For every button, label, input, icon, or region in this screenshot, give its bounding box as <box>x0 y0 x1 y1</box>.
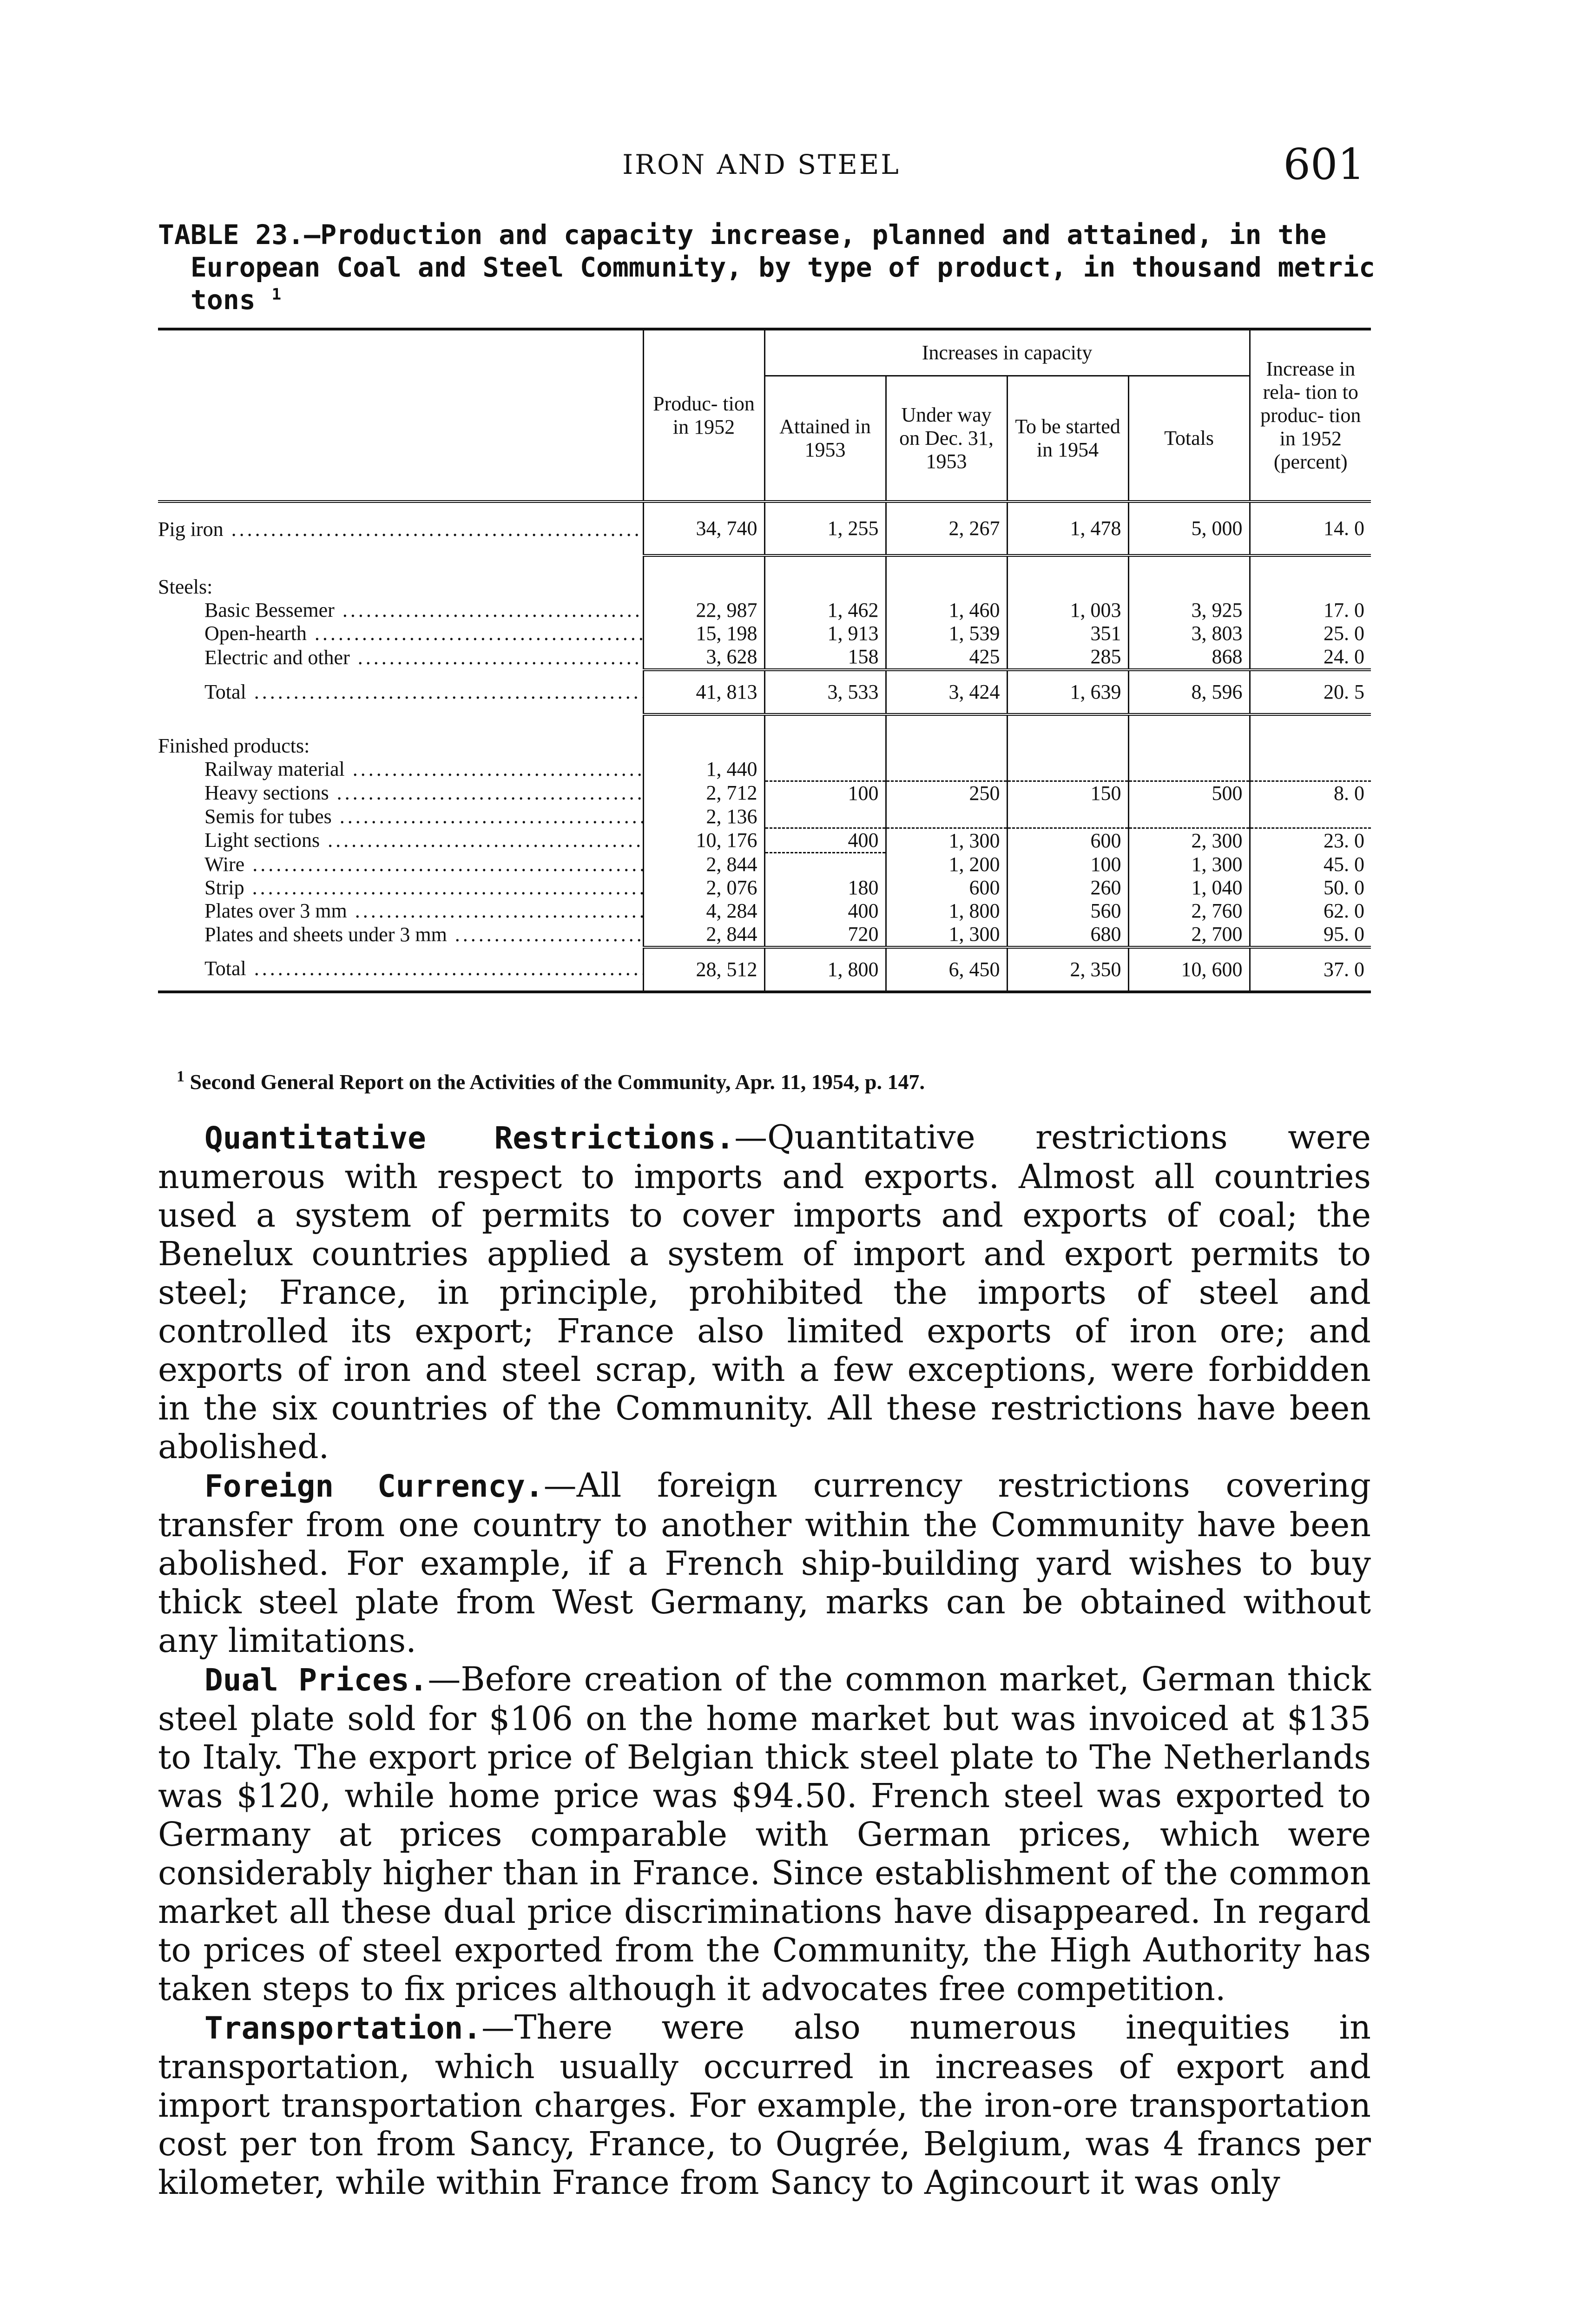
cell: 41, 813 <box>643 670 764 714</box>
cell: 285 <box>1007 645 1128 670</box>
cell: 400 <box>764 899 886 923</box>
cell: 1, 440 <box>643 758 764 781</box>
cell: 1, 255 <box>764 502 886 555</box>
cell: 34, 740 <box>643 502 764 555</box>
cell: 17. 0 <box>1250 599 1371 622</box>
cell: 1, 913 <box>764 622 886 645</box>
cell: 2, 076 <box>643 876 764 899</box>
cell <box>1128 758 1250 781</box>
cell <box>886 758 1007 781</box>
table-row <box>158 876 1371 899</box>
cell: 45. 0 <box>1250 853 1371 876</box>
cell: 868 <box>1128 645 1250 670</box>
section-heading-row <box>158 571 1371 599</box>
table-row <box>158 645 1371 670</box>
column-header-totals: Totals <box>1128 376 1250 502</box>
cell: 15, 198 <box>643 622 764 645</box>
cell: 1, 478 <box>1007 502 1128 555</box>
cell: 500 <box>1128 781 1250 805</box>
paragraph-term: Transportation. <box>204 2010 482 2046</box>
cell: 1, 800 <box>764 947 886 992</box>
cell: 10, 600 <box>1128 947 1250 992</box>
paragraph-text: —Quantitative restrictions were numerous with respect to imports and exports. Almost all countries used a system of permits to cover imports and exports of coal; the Benelux countries applied a system of import and export permits to steel; France, in principle, prohibited the imports of steel and controlled its export; France also limited exports of iron ore; and exports of iron and steel scrap, with a few exceptions, were forbidden in the six countries of the Community. All these restrictions have been abolished. <box>158 1118 1371 1466</box>
row-label: Wire ..... <box>158 853 643 876</box>
cell: 37. 0 <box>1250 947 1371 992</box>
table-row <box>158 758 1371 781</box>
table-row <box>158 899 1371 923</box>
column-header-relation: Increase in rela- tion to produc- tion in 1952 (percent) <box>1250 329 1371 502</box>
cell: 10, 176 <box>643 828 764 853</box>
table-footnote <box>158 1069 1371 1095</box>
cell: 1, 300 <box>886 923 1007 947</box>
paragraph <box>158 1466 1371 1660</box>
cell: 1, 003 <box>1007 599 1128 622</box>
cell: 25. 0 <box>1250 622 1371 645</box>
cell <box>1007 758 1128 781</box>
paragraph-text: —There were also numerous inequities in transportation, which usually occurred in increases of export and import transportation charges. For example, the iron-ore transportation cost per ton from Sancy, France, to Ougrée, Belgium, was 4 francs per kilometer, while within France from Sancy to Agincourt it was only <box>158 2008 1371 2202</box>
row-label: Railway material ..... <box>158 758 643 781</box>
row-label: Total ..... <box>158 670 643 714</box>
section-heading: Finished products: <box>158 734 310 757</box>
cell: 6, 450 <box>886 947 1007 992</box>
cell: 1, 460 <box>886 599 1007 622</box>
cell: 2, 844 <box>643 853 764 876</box>
paragraph <box>158 1118 1371 1466</box>
cell: 1, 539 <box>886 622 1007 645</box>
cell: 2, 712 <box>643 781 764 805</box>
cell: 4, 284 <box>643 899 764 923</box>
table-row-pig-iron <box>158 502 1371 555</box>
cell: 1, 040 <box>1128 876 1250 899</box>
cell: 22, 987 <box>643 599 764 622</box>
table-caption <box>158 218 1376 316</box>
paragraph-term: Dual Prices. <box>204 1662 428 1698</box>
cell: 560 <box>1007 899 1128 923</box>
cell: 24. 0 <box>1250 645 1371 670</box>
body-text <box>158 1118 1371 2202</box>
page-header <box>158 139 1365 195</box>
footnote-text: Second General Report on the Activities of the Community, Apr. 11, 1954, p. 147. <box>190 1070 925 1094</box>
paragraph-term: Foreign Currency. <box>204 1468 544 1504</box>
cell: 680 <box>1007 923 1128 947</box>
table-row-steels-total <box>158 670 1371 714</box>
cell: 95. 0 <box>1250 923 1371 947</box>
cell: 1, 300 <box>1128 853 1250 876</box>
cell: 158 <box>764 645 886 670</box>
column-group-increases: Increases in capacity <box>764 329 1250 376</box>
footnote-mark: 1 <box>177 1068 184 1085</box>
paragraph-term: Quantitative Restrictions. <box>204 1120 735 1156</box>
row-label: Electric and other ..... <box>158 645 643 670</box>
cell: 2, 267 <box>886 502 1007 555</box>
stub-header <box>158 329 643 502</box>
row-label: Light sections ..... <box>158 828 643 853</box>
cell: 3, 424 <box>886 670 1007 714</box>
production-capacity-table <box>158 328 1371 993</box>
cell: 2, 300 <box>1128 828 1250 853</box>
paragraph-text: —Before creation of the common market, German thick steel plate sold for $106 on the home market but was invoiced at $135 to Italy. The export price of Belgian thick steel plate to The Netherlands was $120, while home price was $94.50. French steel was exported to Germany at prices comparable with German prices, which were considerably higher than in France. Since establishment of the common market all these dual price discriminations have disappeared. In regard to prices of steel exported from the Community, the High Authority has taken steps to fix prices although it advocates free competition. <box>158 1660 1371 2008</box>
cell: 3, 803 <box>1128 622 1250 645</box>
data-table-container <box>158 328 1371 993</box>
cell <box>764 805 886 828</box>
cell: 8. 0 <box>1250 781 1371 805</box>
cell: 1, 800 <box>886 899 1007 923</box>
cell: 3, 533 <box>764 670 886 714</box>
table-row <box>158 923 1371 947</box>
column-header-under-way: Under way on Dec. 31, 1953 <box>886 376 1007 502</box>
cell: 351 <box>1007 622 1128 645</box>
page-number: 601 <box>1283 139 1365 189</box>
row-label: Pig iron ..... <box>158 502 643 555</box>
paragraph <box>158 2008 1371 2202</box>
column-header-to-be-started: To be started in 1954 <box>1007 376 1128 502</box>
cell: 1, 200 <box>886 853 1007 876</box>
cell: 3, 925 <box>1128 599 1250 622</box>
cell: 260 <box>1007 876 1128 899</box>
cell: 425 <box>886 645 1007 670</box>
cell <box>764 853 886 876</box>
cell: 600 <box>886 876 1007 899</box>
cell: 250 <box>886 781 1007 805</box>
column-header-attained: Attained in 1953 <box>764 376 886 502</box>
row-label: Plates and sheets under 3 mm ..... <box>158 923 643 947</box>
row-label: Semis for tubes ..... <box>158 805 643 828</box>
row-label: Total ..... <box>158 947 643 992</box>
row-label: Plates over 3 mm ..... <box>158 899 643 923</box>
section-heading-row <box>158 730 1371 758</box>
cell: 62. 0 <box>1250 899 1371 923</box>
footnote-reference: 1 <box>271 285 282 304</box>
cell: 2, 700 <box>1128 923 1250 947</box>
cell: 720 <box>764 923 886 947</box>
cell: 2, 136 <box>643 805 764 828</box>
cell: 20. 5 <box>1250 670 1371 714</box>
table-row <box>158 599 1371 622</box>
cell: 2, 760 <box>1128 899 1250 923</box>
cell: 1, 639 <box>1007 670 1128 714</box>
table-row-finished-total <box>158 947 1371 992</box>
cell: 14. 0 <box>1250 502 1371 555</box>
cell: 50. 0 <box>1250 876 1371 899</box>
row-label: Heavy sections ..... <box>158 781 643 805</box>
caption-line: European Coal and Steel Community, by type of product, in thousand metric <box>191 251 1376 283</box>
cell: 1, 462 <box>764 599 886 622</box>
cell <box>1250 758 1371 781</box>
row-label: Open-hearth ..... <box>158 622 643 645</box>
cell: 100 <box>764 781 886 805</box>
cell <box>1007 805 1128 828</box>
column-header-production: Produc- tion in 1952 <box>643 329 764 502</box>
table-row <box>158 853 1371 876</box>
cell: 2, 350 <box>1007 947 1128 992</box>
cell: 1, 300 <box>886 828 1007 853</box>
table-row <box>158 828 1371 853</box>
cell: 23. 0 <box>1250 828 1371 853</box>
cell: 150 <box>1007 781 1128 805</box>
cell: 180 <box>764 876 886 899</box>
cell: 600 <box>1007 828 1128 853</box>
caption-line <box>158 284 1371 316</box>
cell: 100 <box>1007 853 1128 876</box>
paragraph <box>158 1660 1371 2008</box>
cell <box>1128 805 1250 828</box>
cell: 28, 512 <box>643 947 764 992</box>
cell: 2, 844 <box>643 923 764 947</box>
cell: 3, 628 <box>643 645 764 670</box>
table-row <box>158 805 1371 828</box>
cell <box>764 758 886 781</box>
cell <box>1250 805 1371 828</box>
section-heading: Steels: <box>158 575 213 598</box>
cell: 5, 000 <box>1128 502 1250 555</box>
caption-line: TABLE 23.—Production and capacity increase, planned and attained, in the <box>158 219 1327 251</box>
cell <box>886 805 1007 828</box>
cell: 400 <box>764 828 886 853</box>
running-head: IRON AND STEEL <box>622 149 901 180</box>
paragraph-text: —All foreign currency restrictions covering transfer from one country to another within the Community have been abolished. For example, if a French ship-building yard wishes to buy thick steel plate from West Germany, marks can be obtained without any limitations. <box>158 1466 1371 1660</box>
cell: 8, 596 <box>1128 670 1250 714</box>
table-row <box>158 622 1371 645</box>
caption-line-text: tons <box>191 284 256 316</box>
row-label: Strip ..... <box>158 876 643 899</box>
table-row <box>158 781 1371 805</box>
row-label: Basic Bessemer ..... <box>158 599 643 622</box>
